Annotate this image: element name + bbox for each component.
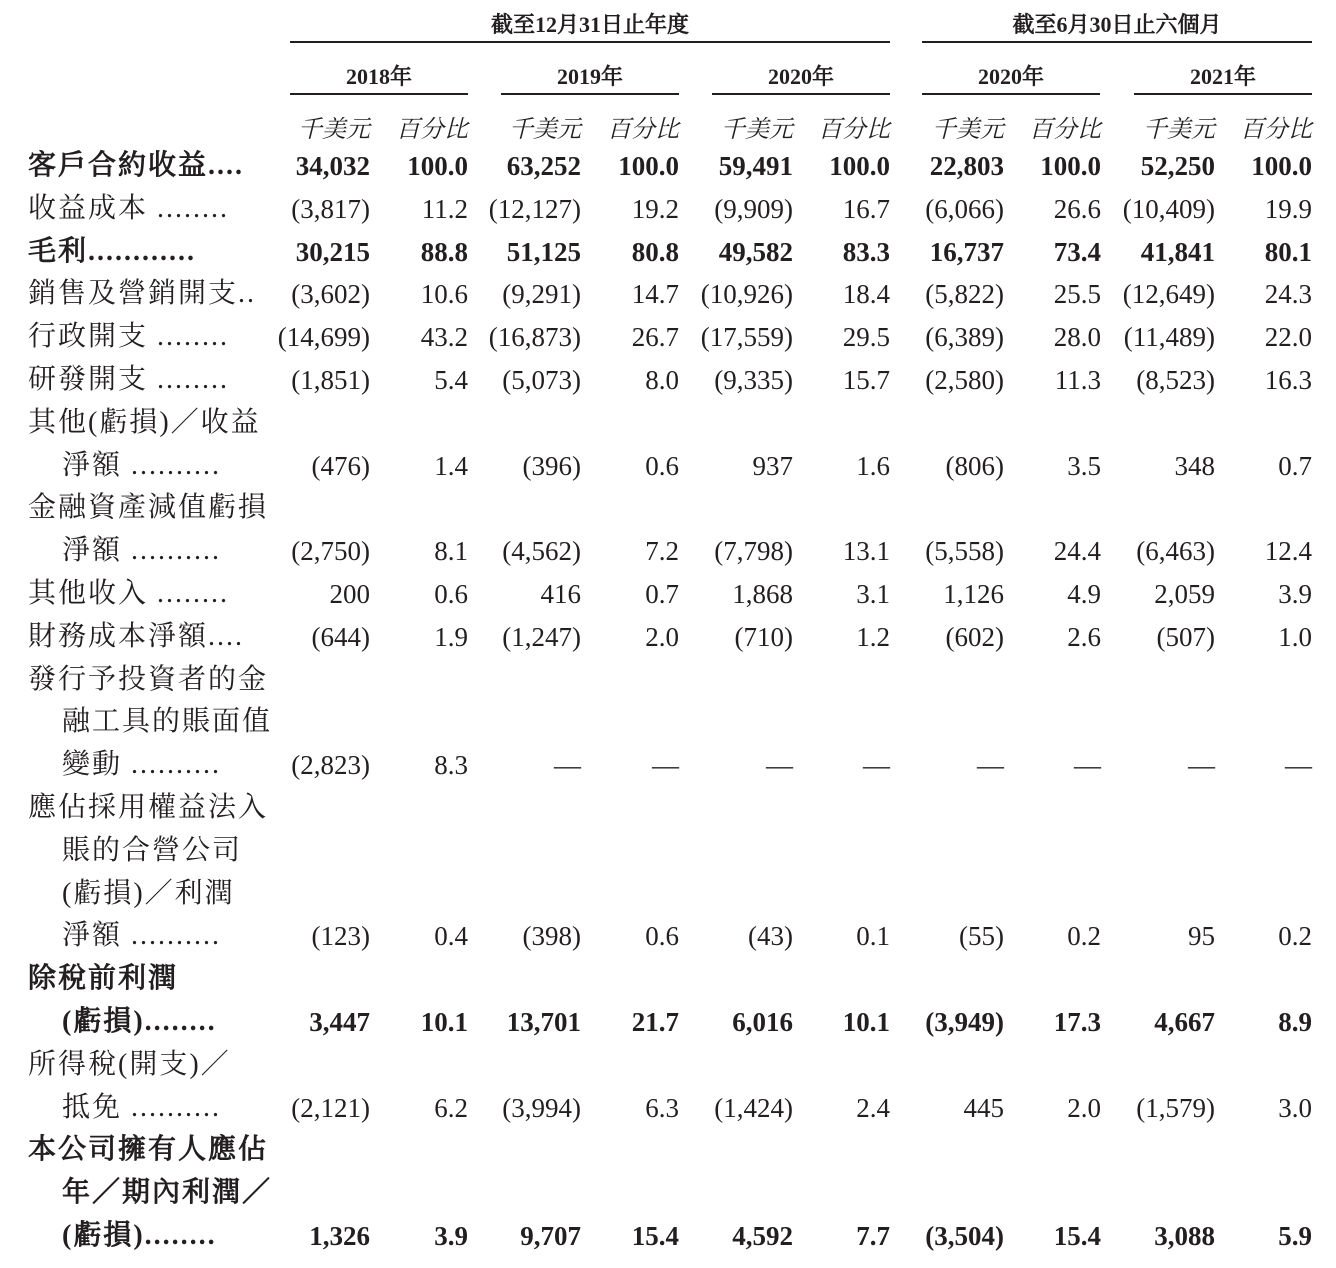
cell-percent: 16.7 bbox=[842, 193, 890, 224]
cell-amount: (6,389) bbox=[925, 322, 1004, 353]
header-group-six-months: 截至6月30日止六個月 bbox=[1012, 12, 1222, 37]
cell-percent: 8.9 bbox=[1278, 1007, 1312, 1037]
cell-percent: 80.1 bbox=[1264, 236, 1312, 267]
cell-amount: (398) bbox=[522, 921, 581, 952]
cell-percent: 17.3 bbox=[1053, 1007, 1101, 1037]
row-label: 年／期內利潤／ bbox=[62, 1177, 273, 1209]
cell-percent: 0.6 bbox=[434, 579, 468, 609]
row-label: 淨額 .......... bbox=[62, 449, 222, 481]
cell-amount: (9,909) bbox=[714, 193, 793, 224]
cell-percent: 0.6 bbox=[645, 450, 679, 481]
cell-percent: 0.7 bbox=[645, 579, 679, 609]
cell-percent: 1.9 bbox=[434, 621, 468, 652]
cell-amount: 445 bbox=[963, 1092, 1004, 1123]
cell-amount: 1,868 bbox=[732, 579, 793, 609]
cell-percent: 2.0 bbox=[1067, 1092, 1101, 1123]
row-label: 賬的合營公司 bbox=[62, 834, 243, 866]
cell-percent: 100.0 bbox=[407, 151, 468, 181]
cell-amount: (6,066) bbox=[925, 193, 1004, 224]
row-label: 淨額 .......... bbox=[62, 920, 222, 952]
header-year-rule bbox=[290, 93, 468, 95]
cell-percent: 100.0 bbox=[829, 151, 890, 181]
cell-amount: (6,463) bbox=[1136, 536, 1215, 567]
cell-percent: 15.7 bbox=[842, 365, 890, 395]
cell-percent: 1.6 bbox=[856, 450, 890, 481]
unit-amount-label: 千美元 bbox=[932, 117, 1004, 143]
cell-amount: (476) bbox=[311, 450, 370, 481]
cell-amount: 3,088 bbox=[1154, 1221, 1215, 1251]
cell-percent: 10.1 bbox=[842, 1007, 890, 1037]
cell-amount: 13,701 bbox=[506, 1007, 581, 1037]
row-label: 客戶合約收益.... bbox=[28, 150, 245, 181]
row-label: 研發開支 ........ bbox=[28, 364, 230, 395]
cell-amount: 95 bbox=[1188, 921, 1215, 952]
row-label: 抵免 .......... bbox=[62, 1091, 222, 1123]
cell-percent: 28.0 bbox=[1053, 322, 1101, 353]
row-label: 淨額 .......... bbox=[62, 535, 222, 567]
cell-amount: 4,667 bbox=[1154, 1007, 1215, 1037]
cell-amount: (806) bbox=[945, 450, 1004, 481]
row-label: 金融資產減值虧損 bbox=[28, 492, 269, 524]
cell-percent: 5.4 bbox=[434, 365, 468, 395]
cell-percent: 8.0 bbox=[645, 365, 679, 395]
unit-amount-label: 千美元 bbox=[1143, 117, 1215, 143]
cell-amount: (14,699) bbox=[277, 322, 370, 353]
row-label: 其他收入 ........ bbox=[28, 578, 230, 609]
cell-percent: 12.4 bbox=[1264, 536, 1312, 567]
cell-percent: 2.4 bbox=[856, 1092, 890, 1123]
cell-amount: 16,737 bbox=[929, 236, 1004, 267]
cell-percent: 1.2 bbox=[856, 621, 890, 652]
row-label: (虧損)........ bbox=[62, 1220, 217, 1251]
cell-amount: (12,127) bbox=[488, 193, 581, 224]
cell-amount: (12,649) bbox=[1122, 279, 1215, 310]
cell-percent: 6.3 bbox=[645, 1092, 679, 1123]
unit-percent-label: 百分比 bbox=[607, 117, 679, 143]
row-label: 收益成本 ........ bbox=[28, 192, 230, 224]
cell-percent: 14.7 bbox=[631, 279, 679, 310]
cell-amount: — bbox=[977, 750, 1004, 781]
cell-amount: (4,562) bbox=[502, 536, 581, 567]
cell-amount: 1,126 bbox=[943, 579, 1004, 609]
cell-percent: 26.6 bbox=[1053, 193, 1101, 224]
unit-percent-label: 百分比 bbox=[1029, 117, 1101, 143]
cell-percent: 3.1 bbox=[856, 579, 890, 609]
cell-percent: — bbox=[1074, 750, 1101, 781]
cell-amount: (3,504) bbox=[925, 1221, 1004, 1251]
header-year-2020: 2020年 bbox=[767, 64, 834, 89]
header-year-2019: 2019年 bbox=[556, 64, 623, 89]
cell-amount: 41,841 bbox=[1140, 236, 1215, 267]
row-label: 本公司擁有人應佔 bbox=[28, 1134, 269, 1166]
row-label: 應佔採用權益法入 bbox=[28, 792, 269, 823]
cell-amount: (2,121) bbox=[291, 1092, 370, 1123]
cell-percent: 29.5 bbox=[842, 322, 890, 353]
row-label: 毛利............ bbox=[28, 235, 197, 267]
header-year-2018: 2018年 bbox=[345, 64, 412, 89]
cell-percent: — bbox=[652, 750, 679, 781]
cell-amount: 59,491 bbox=[718, 151, 793, 181]
cell-percent: 43.2 bbox=[420, 322, 468, 353]
cell-percent: 3.9 bbox=[434, 1221, 468, 1251]
cell-amount: 52,250 bbox=[1140, 151, 1215, 181]
cell-percent: 25.5 bbox=[1053, 279, 1101, 310]
cell-amount: (710) bbox=[734, 621, 793, 652]
cell-amount: 937 bbox=[752, 450, 793, 481]
cell-amount: 49,582 bbox=[718, 236, 793, 267]
cell-percent: 2.0 bbox=[645, 621, 679, 652]
cell-amount: (123) bbox=[311, 921, 370, 952]
cell-percent: 0.1 bbox=[856, 921, 890, 952]
cell-amount: (3,949) bbox=[925, 1007, 1004, 1037]
cell-amount: (644) bbox=[311, 621, 370, 652]
cell-amount: 2,059 bbox=[1154, 579, 1215, 609]
row-label: 銷售及營銷開支.. bbox=[28, 278, 257, 310]
unit-percent-label: 百分比 bbox=[396, 117, 468, 143]
cell-amount: (8,523) bbox=[1136, 365, 1215, 395]
cell-amount: (17,559) bbox=[700, 322, 793, 353]
cell-amount: (3,817) bbox=[291, 193, 370, 224]
cell-amount: (7,798) bbox=[714, 536, 793, 567]
cell-percent: 7.7 bbox=[856, 1221, 890, 1251]
header-group-rule-1 bbox=[290, 41, 890, 43]
header-period-2021: 2021年 bbox=[1189, 64, 1256, 89]
cell-amount: (1,247) bbox=[502, 621, 581, 652]
cell-amount: (1,424) bbox=[714, 1092, 793, 1123]
cell-percent: 11.3 bbox=[1054, 365, 1101, 395]
cell-amount: 22,803 bbox=[929, 151, 1004, 181]
header-year-rule bbox=[922, 93, 1100, 95]
cell-amount: (5,558) bbox=[925, 536, 1004, 567]
cell-amount: 34,032 bbox=[295, 151, 370, 181]
cell-percent: 19.2 bbox=[631, 193, 679, 224]
unit-percent-label: 百分比 bbox=[1240, 117, 1312, 143]
cell-percent: 3.5 bbox=[1067, 450, 1101, 481]
cell-amount: (9,335) bbox=[714, 365, 793, 395]
cell-percent: 0.6 bbox=[645, 921, 679, 952]
cell-percent: 6.2 bbox=[434, 1092, 468, 1123]
unit-percent-label: 百分比 bbox=[818, 117, 890, 143]
cell-percent: 8.3 bbox=[434, 750, 468, 781]
cell-amount: 4,592 bbox=[732, 1221, 793, 1251]
cell-percent: 1.0 bbox=[1278, 621, 1312, 652]
cell-percent: 83.3 bbox=[842, 236, 890, 267]
cell-percent: 8.1 bbox=[434, 536, 468, 567]
cell-amount: (396) bbox=[522, 450, 581, 481]
cell-amount: (507) bbox=[1156, 621, 1215, 652]
cell-amount: (11,489) bbox=[1123, 322, 1215, 353]
row-label: 財務成本淨額.... bbox=[28, 620, 245, 652]
cell-amount: (2,580) bbox=[925, 365, 1004, 395]
cell-amount: 51,125 bbox=[506, 236, 581, 267]
cell-percent: 0.7 bbox=[1278, 450, 1312, 481]
cell-percent: 100.0 bbox=[1040, 151, 1101, 181]
cell-amount: 3,447 bbox=[309, 1007, 370, 1037]
header-year-rule bbox=[712, 93, 890, 95]
cell-percent: 15.4 bbox=[631, 1221, 679, 1251]
cell-percent: 18.4 bbox=[842, 279, 890, 310]
row-label: 其他(虧損)／收益 bbox=[28, 406, 261, 438]
cell-percent: 4.9 bbox=[1067, 579, 1101, 609]
cell-percent: 80.8 bbox=[631, 236, 679, 267]
cell-percent: 15.4 bbox=[1053, 1221, 1101, 1251]
cell-amount: 63,252 bbox=[506, 151, 581, 181]
cell-percent: 0.2 bbox=[1278, 921, 1312, 952]
cell-amount: 30,215 bbox=[295, 236, 370, 267]
cell-percent: 2.6 bbox=[1067, 621, 1101, 652]
cell-percent: 5.9 bbox=[1278, 1221, 1312, 1251]
row-label: 行政開支 ........ bbox=[28, 321, 230, 353]
cell-amount: — bbox=[766, 750, 793, 781]
cell-amount: (1,579) bbox=[1136, 1092, 1215, 1123]
cell-percent: 16.3 bbox=[1264, 365, 1312, 395]
cell-amount: — bbox=[554, 750, 581, 781]
unit-amount-label: 千美元 bbox=[721, 117, 793, 143]
cell-amount: (9,291) bbox=[502, 279, 581, 310]
cell-percent: 10.1 bbox=[420, 1007, 468, 1037]
cell-amount: (1,851) bbox=[291, 365, 370, 395]
cell-percent: 88.8 bbox=[420, 236, 468, 267]
row-label: 變動 .......... bbox=[62, 749, 222, 781]
cell-percent: 21.7 bbox=[631, 1007, 679, 1037]
cell-amount: 9,707 bbox=[520, 1221, 581, 1251]
header-period-2020: 2020年 bbox=[977, 64, 1044, 89]
cell-percent: 3.9 bbox=[1278, 579, 1312, 609]
cell-percent: 13.1 bbox=[842, 536, 890, 567]
row-label: 融工具的賬面值 bbox=[62, 706, 273, 738]
cell-percent: 73.4 bbox=[1053, 236, 1101, 267]
cell-amount: 200 bbox=[329, 579, 370, 609]
row-label: (虧損)........ bbox=[62, 1006, 217, 1037]
unit-amount-label: 千美元 bbox=[509, 117, 581, 143]
cell-percent: 19.9 bbox=[1264, 193, 1312, 224]
cell-percent: 24.3 bbox=[1264, 279, 1312, 310]
cell-amount: (16,873) bbox=[488, 322, 581, 353]
cell-percent: 22.0 bbox=[1264, 322, 1312, 353]
cell-amount: (43) bbox=[748, 921, 793, 952]
cell-percent: 100.0 bbox=[618, 151, 679, 181]
cell-percent: — bbox=[863, 750, 890, 781]
cell-percent: — bbox=[1285, 750, 1312, 781]
unit-amount-label: 千美元 bbox=[298, 117, 370, 143]
cell-amount: (5,822) bbox=[925, 279, 1004, 310]
cell-amount: 1,326 bbox=[309, 1221, 370, 1251]
cell-amount: 6,016 bbox=[732, 1007, 793, 1037]
cell-percent: 3.0 bbox=[1278, 1092, 1312, 1123]
cell-amount: (2,823) bbox=[291, 750, 370, 781]
cell-percent: 100.0 bbox=[1251, 151, 1312, 181]
row-label: 發行予投資者的金 bbox=[28, 663, 269, 695]
cell-percent: 1.4 bbox=[434, 450, 468, 481]
cell-percent: 11.2 bbox=[421, 193, 468, 224]
cell-amount: (10,926) bbox=[700, 279, 793, 310]
cell-amount: 348 bbox=[1174, 450, 1215, 481]
cell-percent: 0.4 bbox=[434, 921, 468, 952]
cell-percent: 0.2 bbox=[1067, 921, 1101, 952]
cell-percent: 26.7 bbox=[631, 322, 679, 353]
cell-amount: (3,994) bbox=[502, 1092, 581, 1123]
cell-amount: (55) bbox=[959, 921, 1004, 952]
cell-amount: 416 bbox=[540, 579, 581, 609]
cell-percent: 24.4 bbox=[1053, 536, 1101, 567]
cell-percent: 10.6 bbox=[420, 279, 468, 310]
header-year-rule bbox=[501, 93, 679, 95]
row-label: (虧損)／利潤 bbox=[62, 877, 235, 909]
header-year-rule bbox=[1134, 93, 1312, 95]
cell-amount: (5,073) bbox=[502, 365, 581, 395]
cell-amount: (3,602) bbox=[291, 279, 370, 310]
cell-amount: (10,409) bbox=[1122, 193, 1215, 224]
cell-amount: (602) bbox=[945, 621, 1004, 652]
cell-amount: (2,750) bbox=[291, 536, 370, 567]
cell-percent: 7.2 bbox=[645, 536, 679, 567]
row-label: 所得稅(開支)／ bbox=[28, 1048, 231, 1080]
header-group-rule-2 bbox=[922, 41, 1312, 43]
row-label: 除稅前利潤 bbox=[28, 963, 179, 995]
header-group-year-ended: 截至12月31日止年度 bbox=[490, 12, 689, 37]
cell-amount: — bbox=[1188, 750, 1215, 781]
